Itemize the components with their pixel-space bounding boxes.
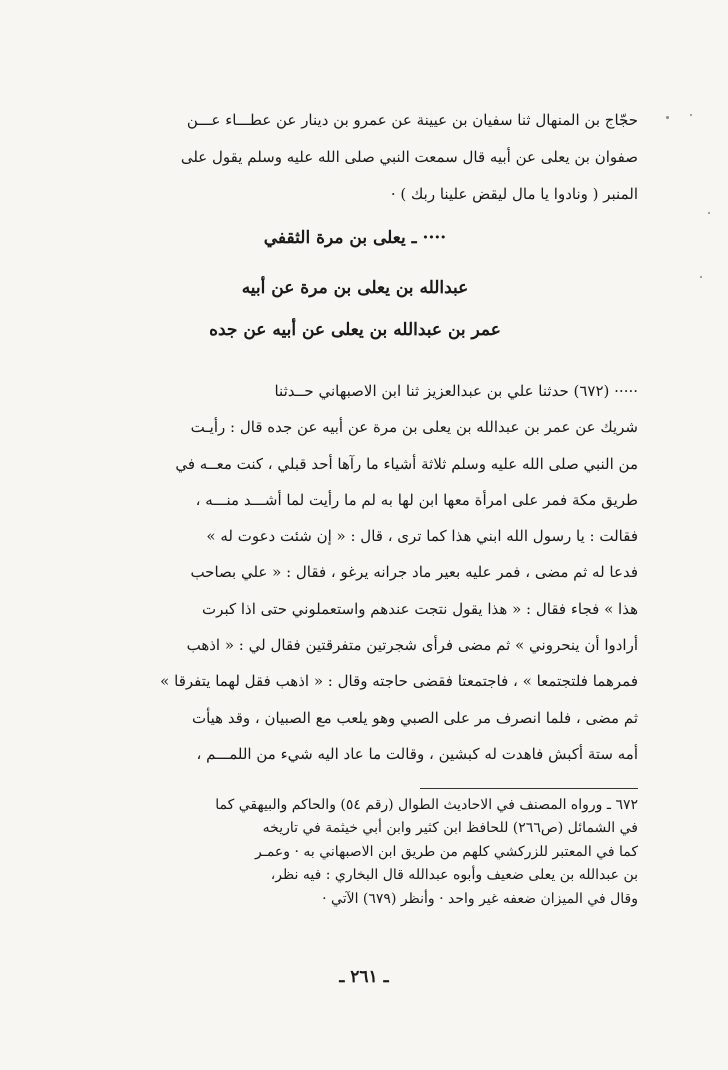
footnote-line: كما في المعتبر للزركشي كلهم من طريق ابن الاصبهاني به · وعمـر: [255, 843, 638, 860]
scan-speck: [708, 212, 710, 214]
hadith-paragraph: [72, 373, 638, 772]
text-line: أمه ستة أكبش فاهدت له كبشين ، وقالت ما عاد اليه شيء من اللمـــم ،: [196, 744, 638, 763]
subsection-heading-2: عمر بن عبدالله بن يعلى عن أبيه عن جده: [209, 320, 501, 340]
page-number: ـ ٢٦١ ـ: [339, 967, 389, 987]
section-heading: ···· ـ يعلى بن مرة الثقفي: [263, 228, 447, 248]
footnote-block: [72, 794, 638, 911]
scan-speck: [666, 116, 669, 119]
intro-paragraph: [72, 102, 638, 213]
text-line: ثم مضى ، فلما انصرف مر على الصبي وهو يلعب مع الصبيان ، وقد هيأت: [191, 708, 638, 727]
footnote-line: في الشمائل (ص٢٦٦) للحافظ ابن كثير وابن أبي خيثمة في تاريخه: [262, 820, 638, 837]
scan-speck: [700, 276, 702, 278]
footnote-divider: [420, 788, 638, 789]
text-line: هذا » فجاء فقال : « هذا يقول نتجت عندهم واستعملوني حتى اذا كبرت: [202, 599, 638, 618]
subsection-heading: عبدالله بن يعلى بن مرة عن أبيه: [241, 278, 469, 298]
text-line: أرادوا أن ينحروني » ثم مضى فرأى شجرتين متفرقتين فقال لي : « اذهب: [186, 636, 638, 655]
text-line: من النبي صلى الله عليه وسلم ثلاثة أشياء ما رآها أحد قبلي ، كنت معــه في: [175, 454, 638, 473]
text-line: ····· (٦٧٢) حدثنا علي بن عبدالعزيز ثنا ابن الاصبهاني حــدثنا: [274, 382, 638, 400]
footnote-line: وقال في الميزان ضعفه غير واحد · وأنظر (٦٧٩) الآتي ·: [322, 890, 638, 907]
text-line: صفوان بن يعلى عن أبيه قال سمعت النبي صلى الله عليه وسلم يقول على: [180, 148, 638, 166]
text-line: شريك عن عمر بن عبدالله بن يعلى بن مرة عن أبيه عن جده قال : رأيـت: [190, 418, 638, 437]
text-line: حجّاج بن المنهال ثنا سفيان بن عيينة عن عمرو بن دينار عن عطـــاء عـــن: [186, 111, 638, 129]
text-line: فمرهما فلتجتمعا » ، فاجتمعتا فقضى حاجته وقال : « اذهب فقل لهما يتفرقا »: [160, 672, 638, 691]
footnote-line: ٦٧٢ ـ ورواه المصنف في الاحاديث الطوال (رقم ٥٤) والحاكم والبيهقي كما: [215, 797, 638, 813]
text-line: طريق مكة فمر على امرأة معها ابن لها به لم ما رأيت لما أشـــد منـــه ،: [195, 490, 638, 509]
text-line: فقالت : يا رسول الله ابني هذا كما ترى ، قال : « إن شئت دعوت له »: [206, 527, 638, 546]
footnote-line: بن عبدالله بن يعلى ضعيف وأبوه عبدالله قال البخاري : فيه نظر،: [270, 867, 638, 884]
text-line: فدعا له ثم مضى ، فمر عليه بعير ماد جرانه يرغو ، فقال : « علي بصاحب: [190, 563, 638, 582]
scan-speck: [690, 114, 692, 116]
text-line: المنبر ( ونادوا يا مال ليقض علينا ربك ) ·: [390, 185, 638, 203]
